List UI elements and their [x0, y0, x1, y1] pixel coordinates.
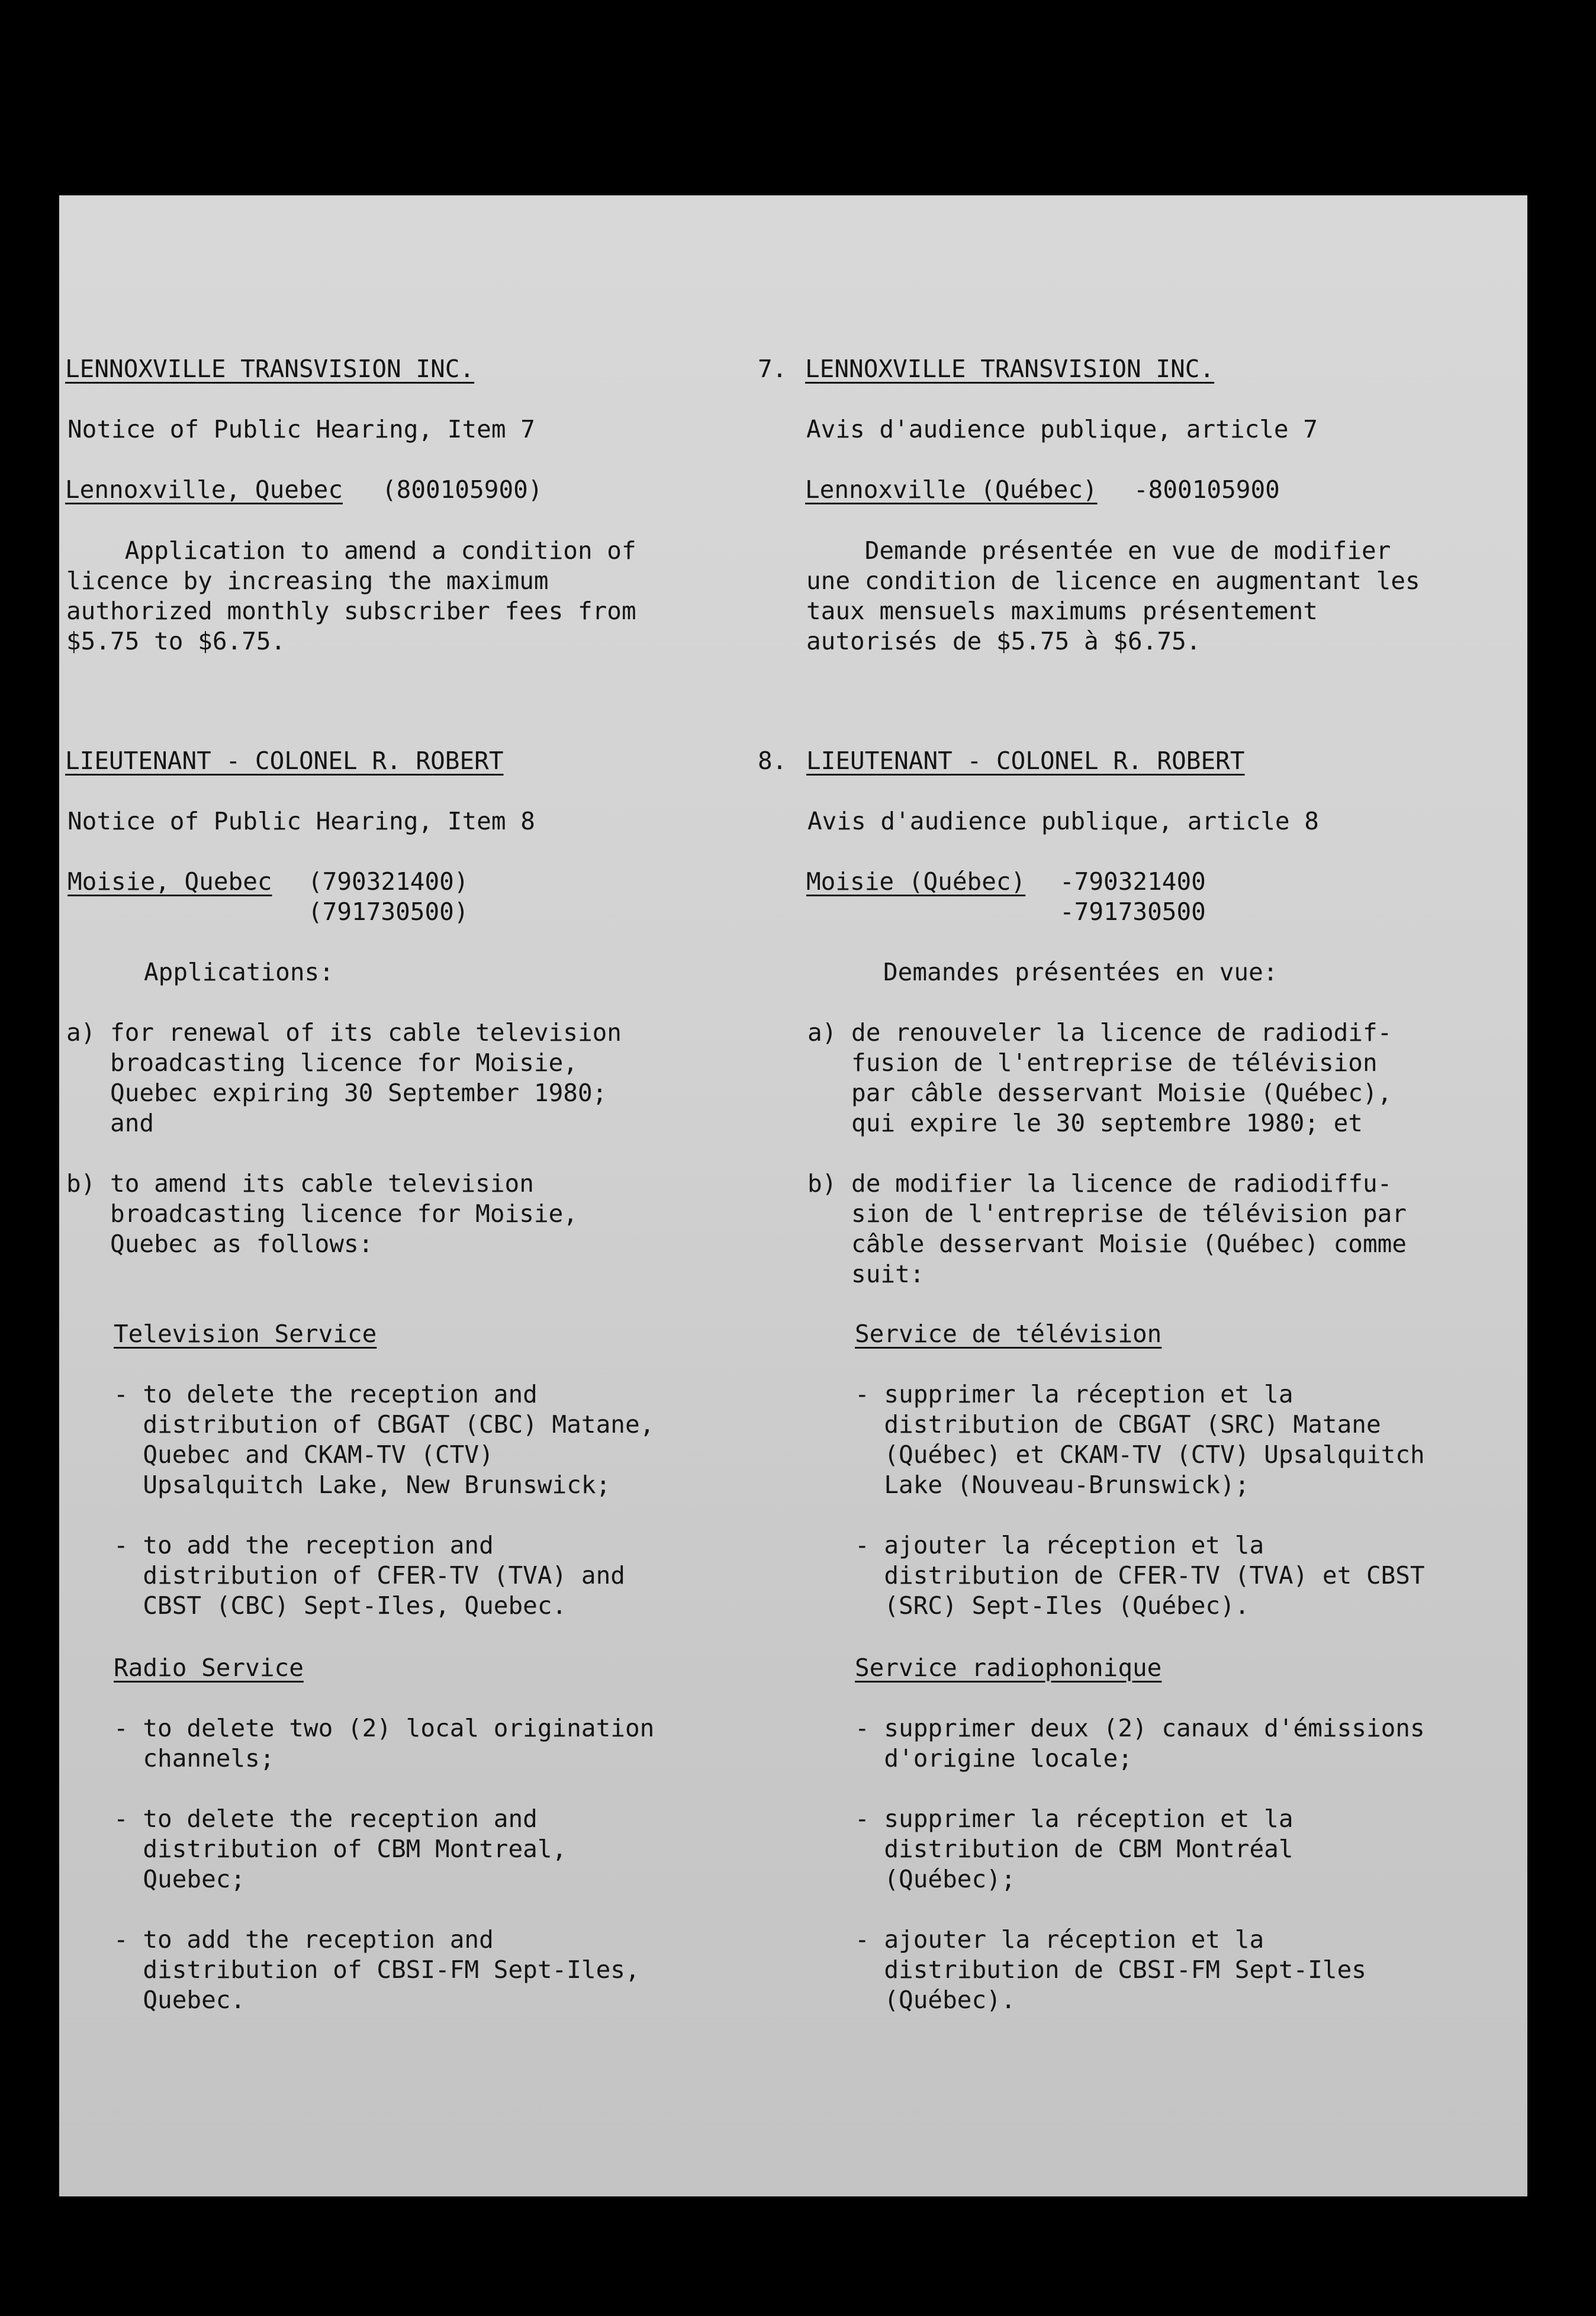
- radio-item-line: - to delete the reception and: [114, 1804, 538, 1833]
- item7-desc-line-fr: taux mensuels maximums présentement: [806, 597, 1318, 625]
- radio-item-line-fr: distribution de CBM Montréal: [855, 1835, 1293, 1863]
- item7-desc-line-fr: Demande présentée en vue de modifier: [806, 536, 1391, 565]
- radio-item-line-fr: - ajouter la réception et la: [855, 1925, 1264, 1954]
- document-page: [59, 195, 1527, 2196]
- tv-item-line-fr: - ajouter la réception et la: [855, 1531, 1264, 1559]
- item8-a-line: broadcasting licence for Moisie,: [66, 1048, 578, 1077]
- radio-item-line: - to delete two (2) local origination: [114, 1714, 655, 1742]
- item7-place-fr: Lennoxville (Québec): [805, 475, 1098, 504]
- item8-b-line-fr: suit:: [807, 1260, 925, 1288]
- item8-number: 8.: [758, 747, 787, 775]
- radio-item-line: Quebec;: [114, 1865, 246, 1893]
- item8-place: Moisie, Quebec: [67, 867, 272, 896]
- radio-item-line-fr: (Québec);: [855, 1865, 1016, 1893]
- item7-place: Lennoxville, Quebec: [65, 475, 343, 504]
- item7-file-number: (800105900): [382, 475, 543, 504]
- tv-service-heading-fr: Service de télévision: [855, 1320, 1162, 1348]
- item8-heading: LIEUTENANT - COLONEL R. ROBERT: [65, 747, 504, 775]
- item7-heading-fr: LENNOXVILLE TRANSVISION INC.: [805, 355, 1215, 383]
- item7-number: 7.: [758, 355, 787, 383]
- radio-item-line: distribution of CBM Montreal,: [114, 1835, 567, 1863]
- radio-item-line-fr: d'origine locale;: [855, 1744, 1132, 1773]
- radio-service-heading-fr: Service radiophonique: [855, 1654, 1162, 1682]
- item7-notice-fr: Avis d'audience publique, article 7: [806, 415, 1318, 443]
- tv-item-line: - to delete the reception and: [114, 1380, 538, 1408]
- item7-notice: Notice of Public Hearing, Item 7: [67, 415, 535, 443]
- tv-item-line-fr: Lake (Nouveau-Brunswick);: [855, 1471, 1250, 1499]
- item8-a-line-fr: qui expire le 30 septembre 1980; et: [807, 1109, 1363, 1137]
- item8-notice-fr: Avis d'audience publique, article 8: [807, 807, 1319, 835]
- tv-item-line-fr: (SRC) Sept-Iles (Québec).: [855, 1591, 1250, 1620]
- radio-item-line: Quebec.: [114, 1986, 246, 2014]
- item8-b-line-fr: câble desservant Moisie (Québec) comme: [807, 1230, 1407, 1258]
- radio-item-line-fr: - supprimer deux (2) canaux d'émissions: [855, 1714, 1425, 1742]
- item8-b-line: Quebec as follows:: [66, 1230, 374, 1258]
- radio-item-line-fr: distribution de CBSI-FM Sept-Iles: [855, 1955, 1366, 1984]
- item7-desc-line: licence by increasing the maximum: [66, 567, 549, 595]
- item7-desc-line-fr: autorisés de $5.75 à $6.75.: [806, 627, 1201, 655]
- item8-a-line-fr: par câble desservant Moisie (Québec),: [807, 1079, 1392, 1107]
- item7-desc-line: Application to amend a condition of: [66, 536, 636, 565]
- item8-b-line: b) to amend its cable television: [66, 1169, 534, 1198]
- item8-b-line: broadcasting licence for Moisie,: [66, 1199, 578, 1228]
- tv-service-heading: Television Service: [114, 1320, 377, 1348]
- item7-desc-line: authorized monthly subscriber fees from: [66, 597, 636, 625]
- item7-heading: LENNOXVILLE TRANSVISION INC.: [65, 355, 475, 383]
- item8-a-line-fr: fusion de l'entreprise de télévision: [807, 1048, 1378, 1077]
- item8-applications-label: Applications:: [144, 958, 334, 986]
- item8-file-number-1: (790321400): [308, 867, 469, 896]
- radio-item-line: - to add the reception and: [114, 1925, 494, 1954]
- tv-item-line-fr: distribution de CBGAT (SRC) Matane: [855, 1410, 1381, 1439]
- item8-file-number-1-fr: -790321400: [1060, 867, 1206, 896]
- tv-item-line-fr: - supprimer la réception et la: [855, 1380, 1293, 1408]
- item8-a-line: a) for renewal of its cable television: [66, 1018, 622, 1047]
- tv-item-line: CBST (CBC) Sept-Iles, Quebec.: [114, 1591, 567, 1620]
- item7-desc-line-fr: une condition de licence en augmentant les: [806, 567, 1420, 595]
- item8-place-fr: Moisie (Québec): [806, 867, 1026, 896]
- radio-item-line: channels;: [114, 1744, 275, 1773]
- item8-a-line: and: [66, 1109, 155, 1137]
- item8-b-line-fr: sion de l'entreprise de télévision par: [807, 1199, 1407, 1228]
- tv-item-line: Upsalquitch Lake, New Brunswick;: [114, 1471, 611, 1499]
- radio-item-line: distribution of CBSI-FM Sept-Iles,: [114, 1955, 640, 1984]
- radio-item-line-fr: - supprimer la réception et la: [855, 1804, 1293, 1833]
- item8-notice: Notice of Public Hearing, Item 8: [67, 807, 535, 835]
- item8-file-number-2-fr: -791730500: [1060, 898, 1206, 926]
- radio-item-line-fr: (Québec).: [855, 1986, 1016, 2014]
- radio-service-heading: Radio Service: [114, 1654, 304, 1682]
- item8-a-line: Quebec expiring 30 September 1980;: [66, 1079, 607, 1107]
- item8-b-line-fr: b) de modifier la licence de radiodiffu-: [807, 1169, 1392, 1198]
- item8-file-number-2: (791730500): [308, 898, 469, 926]
- tv-item-line: - to add the reception and: [114, 1531, 494, 1559]
- item8-heading-fr: LIEUTENANT - COLONEL R. ROBERT: [806, 747, 1245, 775]
- tv-item-line: Quebec and CKAM-TV (CTV): [114, 1440, 494, 1469]
- item8-a-line-fr: a) de renouveler la licence de radiodif-: [807, 1018, 1392, 1047]
- tv-item-line: distribution of CBGAT (CBC) Matane,: [114, 1410, 655, 1439]
- item7-desc-line: $5.75 to $6.75.: [66, 627, 286, 655]
- tv-item-line-fr: (Québec) et CKAM-TV (CTV) Upsalquitch: [855, 1440, 1425, 1469]
- tv-item-line: distribution of CFER-TV (TVA) and: [114, 1561, 625, 1590]
- item8-applications-label-fr: Demandes présentées en vue:: [883, 958, 1278, 986]
- item7-file-number-fr: -800105900: [1134, 475, 1280, 504]
- tv-item-line-fr: distribution de CFER-TV (TVA) et CBST: [855, 1561, 1425, 1590]
